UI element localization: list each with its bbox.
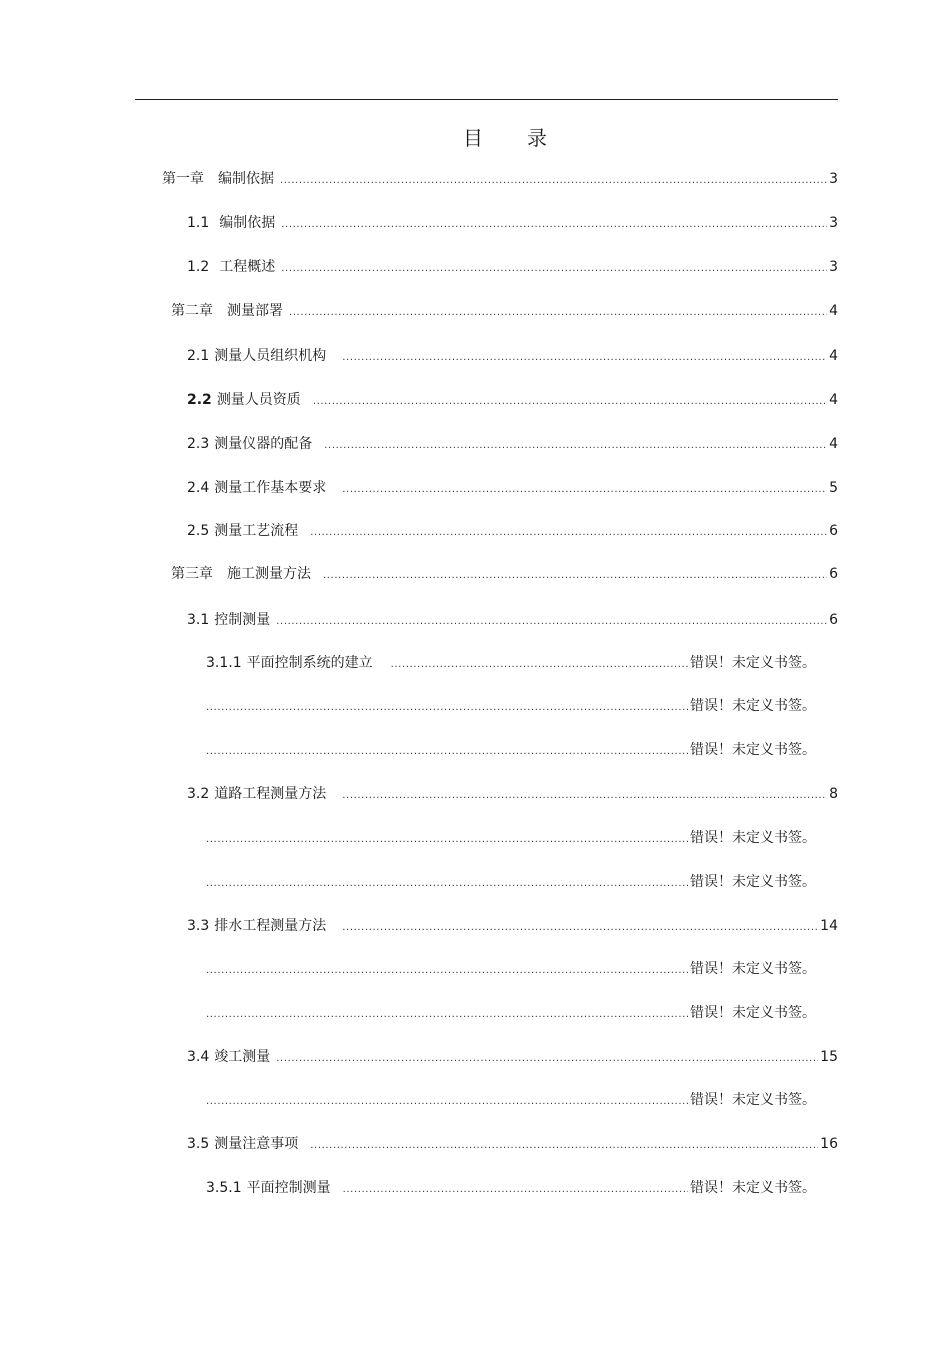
toc-entry-number: 第一章 (162, 171, 204, 187)
toc-entry-number: 1.1 (187, 215, 210, 231)
toc-entry-page: 15 (820, 1049, 838, 1065)
toc-entry-leader (342, 784, 827, 804)
toc-entry-number: 第三章 (171, 566, 213, 582)
toc-entry-label: 测量人员资质 (216, 392, 301, 408)
toc-entry-number: 3.3 (187, 918, 210, 934)
toc-entry-leader (206, 696, 688, 716)
toc-entry-number: 3.1.1 (206, 655, 242, 671)
toc-entry-leader (343, 1178, 688, 1198)
toc-entry-page: 错误！未定义书签。 (690, 742, 816, 758)
toc-entry-page: 4 (829, 392, 838, 408)
toc-entry-leader (206, 959, 688, 979)
toc-entry-label: 竣工测量 (214, 1049, 271, 1065)
toc-entry-page: 3 (829, 215, 838, 231)
toc-entry-number: 3.5 (187, 1136, 210, 1152)
toc-entry-unnamed[interactable] (206, 828, 816, 848)
toc-title-char-2: 录 (527, 126, 547, 150)
toc-entry-number: 2.3 (187, 436, 210, 452)
toc-entry-label: 测量仪器的配备 (214, 436, 313, 452)
toc-entry-page: 错误！未定义书签。 (690, 874, 816, 890)
toc-entry-chapter-1[interactable] (162, 169, 838, 189)
toc-entry-leader (206, 740, 688, 760)
toc-entry-number: 第二章 (171, 303, 213, 319)
toc-entry-leader (206, 1090, 688, 1110)
toc-entry-1-1[interactable] (187, 213, 838, 233)
toc-entry-page: 6 (829, 612, 838, 628)
toc-entry-leader (276, 610, 827, 630)
toc-entry-2-3[interactable] (187, 434, 838, 454)
toc-entry-label: 测量注意事项 (214, 1136, 299, 1152)
toc-entry-label: 平面控制测量 (246, 1180, 331, 1196)
toc-entry-page: 错误！未定义书签。 (690, 1180, 816, 1196)
toc-entry-number: 2.1 (187, 348, 210, 364)
toc-entry-3-1[interactable] (187, 610, 838, 630)
toc-entry-chapter-3[interactable] (171, 564, 838, 584)
toc-entry-leader (342, 346, 827, 366)
toc-entry-3-5[interactable] (187, 1134, 838, 1154)
toc-entry-leader (324, 434, 827, 454)
toc-entry-page: 错误！未定义书签。 (690, 961, 816, 977)
toc-entry-leader (280, 169, 827, 189)
toc-entry-page: 错误！未定义书签。 (690, 1005, 816, 1021)
toc-entry-number: 3.4 (187, 1049, 210, 1065)
toc-entry-label: 平面控制系统的建立 (246, 655, 373, 671)
toc-entry-label: 控制测量 (214, 612, 271, 628)
toc-entry-label: 测量人员组织机构 (214, 348, 327, 364)
toc-entry-leader (323, 564, 827, 584)
toc-entry-3-3[interactable] (187, 916, 838, 936)
toc-entry-label: 编制依据 (218, 171, 274, 187)
toc-entry-page: 6 (829, 523, 838, 539)
toc-entry-page: 3 (829, 259, 838, 275)
toc-entry-2-2[interactable] (187, 390, 838, 410)
toc-entry-page: 6 (829, 566, 838, 582)
toc-entry-page: 错误！未定义书签。 (690, 1092, 816, 1108)
toc-entry-label: 测量工作基本要求 (214, 480, 327, 496)
toc-entry-chapter-2[interactable] (171, 301, 838, 321)
toc-entry-label: 编制依据 (219, 215, 276, 231)
toc-entry-page: 16 (820, 1136, 838, 1152)
toc-entry-page: 5 (829, 480, 838, 496)
toc-title-char-1: 目 (463, 126, 483, 150)
toc-entry-leader (281, 213, 827, 233)
toc-entry-label: 测量工艺流程 (214, 523, 299, 539)
toc-entry-1-2[interactable] (187, 257, 838, 277)
toc-entry-2-4[interactable] (187, 478, 838, 498)
toc-entry-leader (206, 1003, 688, 1023)
toc-entry-number: 3.2 (187, 786, 210, 802)
toc-entry-number: 2.2 (187, 392, 212, 408)
toc-entry-label: 施工测量方法 (227, 566, 311, 582)
toc-entry-leader (206, 828, 688, 848)
toc-entry-number: 2.4 (187, 480, 210, 496)
toc-entry-leader (276, 1047, 818, 1067)
toc-entry-page: 4 (829, 436, 838, 452)
toc-entry-page: 错误！未定义书签。 (690, 830, 816, 846)
toc-entry-unnamed[interactable] (206, 740, 816, 760)
toc-entry-3-1-1[interactable] (206, 653, 816, 673)
toc-entry-leader (281, 257, 827, 277)
toc-entry-number: 3.5.1 (206, 1180, 242, 1196)
toc-entry-page: 错误！未定义书签。 (690, 698, 816, 714)
toc-entry-3-2[interactable] (187, 784, 838, 804)
toc-entry-3-5-1[interactable] (206, 1178, 816, 1198)
toc-entry-label: 道路工程测量方法 (214, 786, 327, 802)
toc-entry-leader (313, 390, 827, 410)
toc-entry-label: 工程概述 (219, 259, 276, 275)
toc-entry-leader (289, 301, 827, 321)
toc-entry-page: 错误！未定义书签。 (690, 655, 816, 671)
toc-entry-leader (310, 1134, 818, 1154)
toc-entry-leader (206, 872, 688, 892)
toc-entry-page: 14 (820, 918, 838, 934)
toc-entry-leader (342, 478, 827, 498)
toc-entry-unnamed[interactable] (206, 872, 816, 892)
toc-entry-page: 8 (829, 786, 838, 802)
toc-entry-number: 1.2 (187, 259, 210, 275)
toc-entry-leader (391, 653, 688, 673)
toc-entry-page: 3 (829, 171, 838, 187)
toc-entry-leader (342, 916, 818, 936)
toc-entry-page: 4 (829, 303, 838, 319)
toc-entry-unnamed[interactable] (206, 1003, 816, 1023)
toc-entry-label: 测量部署 (227, 303, 283, 319)
toc-entry-page: 4 (829, 348, 838, 364)
toc-entry-number: 2.5 (187, 523, 210, 539)
toc-entry-3-4[interactable] (187, 1047, 838, 1067)
toc-entry-2-1[interactable] (187, 346, 838, 366)
toc-entry-unnamed[interactable] (206, 696, 816, 716)
toc-entry-leader (310, 521, 827, 541)
toc-entry-label: 排水工程测量方法 (214, 918, 327, 934)
toc-entry-2-5[interactable] (187, 521, 838, 541)
toc-entry-unnamed[interactable] (206, 959, 816, 979)
toc-entry-number: 3.1 (187, 612, 210, 628)
toc-entry-unnamed[interactable] (206, 1090, 816, 1110)
